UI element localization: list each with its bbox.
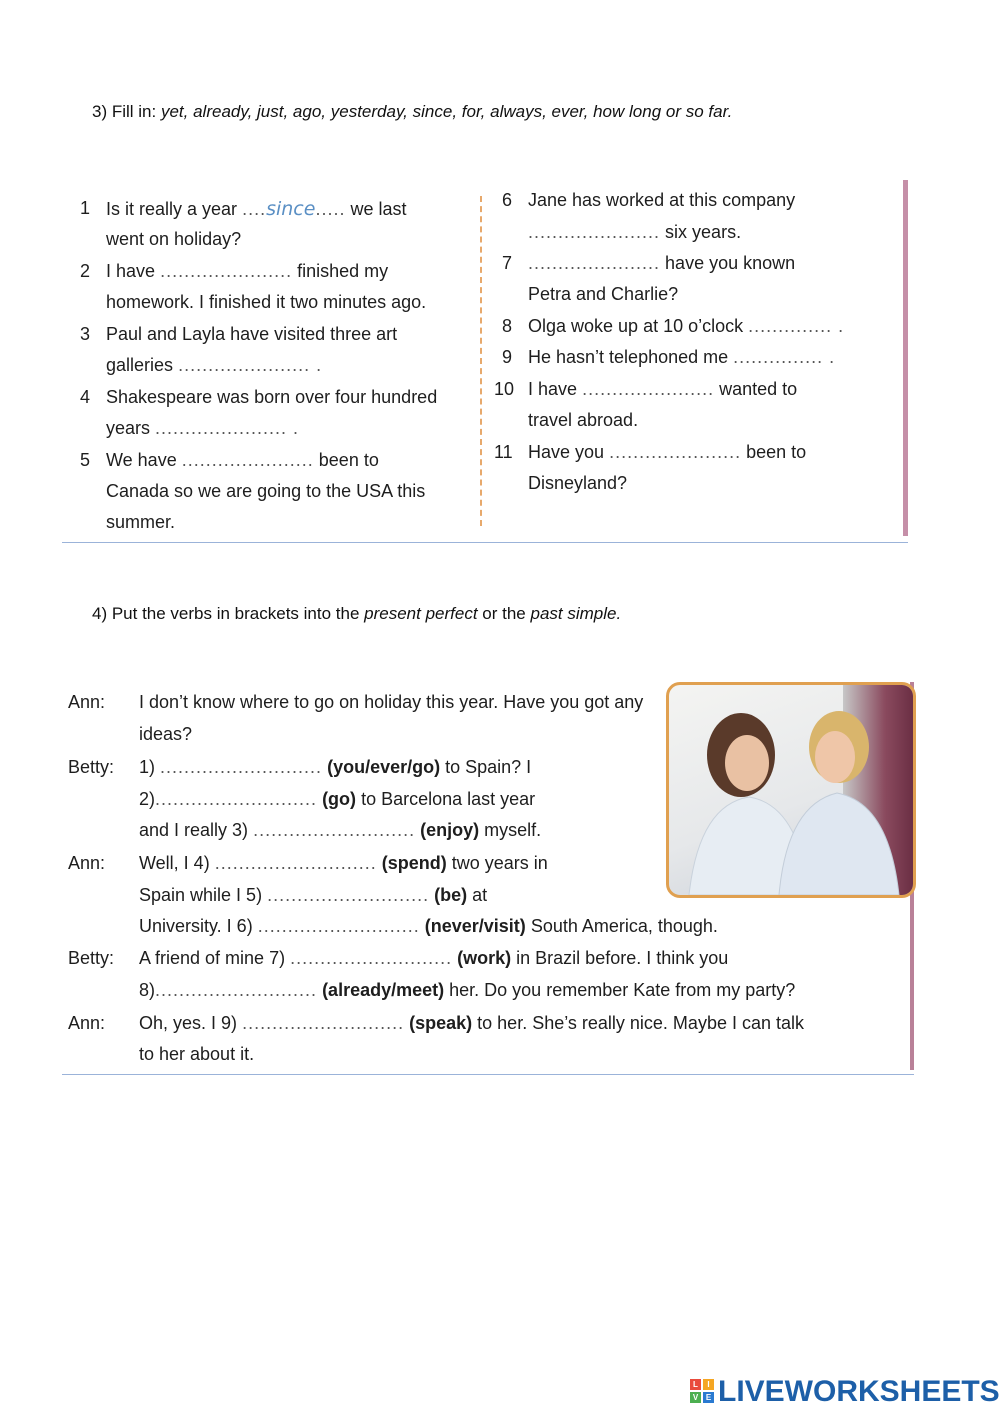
item-4-line-2: years ...................... . [106,418,300,438]
item-number: 6 [502,190,513,210]
answer-blank[interactable]: ........................... [214,853,377,873]
item-8-line-1: Olga woke up at 10 o’clock .............. . [528,316,845,336]
answer-blank[interactable]: ...................... [528,253,661,273]
dialog-line: I don’t know where to go on holiday this year. Have you got any [139,692,644,712]
item-5-line-2: Canada so we are going to the USA this [106,481,426,501]
speaker-ann: Ann: [68,853,106,873]
dialog-line: A friend of mine 7) ........................... (work) in Brazil before. I think you [139,948,729,968]
box-accent-bar [903,180,908,536]
answer-blank[interactable]: ........................... [242,1013,405,1033]
answer-blank[interactable]: ........................... [155,789,318,809]
answer-blank[interactable]: ...................... . [155,418,300,438]
dialog-line: to her about it. [139,1044,255,1064]
item-4-line-1: Shakespeare was born over four hundred [106,387,438,407]
item-3-line-1: Paul and Layla have visited three art [106,324,398,344]
exercise-4-box [62,678,914,1075]
item-number: 1 [80,198,91,218]
dialog-line: 2)........................... (go) to Barcelona last year [139,789,536,809]
item-number: 11 [494,442,513,462]
item-1-line-2: went on holiday? [106,229,242,249]
item-6-line-1: Jane has worked at this company [528,190,796,210]
item-10-line-1: I have ...................... wanted to [528,379,798,399]
logo-tiles-icon: L I V E [690,1379,716,1405]
item-number: 7 [502,253,513,273]
dialog-line: Spain while I 5) ........................... (be) at [139,885,488,905]
item-10-line-2: travel abroad. [528,410,639,430]
column-divider [480,196,482,526]
item-number: 5 [80,450,91,470]
item-11-line-1: Have you ...................... been to [528,442,807,462]
dialog-line: 1) ........................... (you/ever/go) to Spain? I [139,757,532,777]
item-3-line-2: galleries ...................... . [106,355,323,375]
answer-blank[interactable]: ...................... [609,442,742,462]
item-number: 2 [80,261,91,281]
answer-blank[interactable]: ...................... [181,450,314,470]
answer-blank[interactable]: ........................... [290,948,453,968]
item-11-line-2: Disneyland? [528,473,628,493]
dialog-line: Well, I 4) ........................... (spend) two years in [139,853,548,873]
speaker-betty: Betty: [68,948,115,968]
dialog-line: ideas? [139,724,193,744]
answer-blank[interactable]: ...................... [528,222,661,242]
item-5-line-3: summer. [106,512,176,532]
item-number: 4 [80,387,91,407]
item-5-line-1: We have ...................... been to [106,450,379,470]
example-answer: since [266,198,316,220]
exercise-4-instruction: 4) Put the verbs in brackets into the present perfect or the past simple. [92,604,622,623]
answer-blank[interactable]: ........................... [257,916,420,936]
item-number: 3 [80,324,91,344]
item-number: 9 [502,347,513,367]
answer-blank[interactable]: ...................... . [178,355,323,375]
answer-blank[interactable]: ...................... [160,261,293,281]
item-2-line-2: homework. I finished it two minutes ago. [106,292,427,312]
dialog-line: and I really 3) ........................... (enjoy) myself. [139,820,542,840]
brand-name: LIVEWORKSHEETS [718,1375,1000,1408]
item-7-line-1: ...................... have you known [528,253,796,273]
dialog-line: University. I 6) ........................... (never/visit) South America, though. [139,916,718,936]
item-6-line-2: ...................... six years. [528,222,742,242]
item-number: 10 [494,379,515,399]
speaker-ann: Ann: [68,1013,106,1033]
answer-blank[interactable]: .............. . [748,316,845,336]
answer-blank[interactable]: ............... . [733,347,836,367]
item-number: 8 [502,316,513,336]
item-7-line-2: Petra and Charlie? [528,284,679,304]
item-2-line-1: I have ...................... finished my [106,261,389,281]
answer-blank[interactable]: ........................... [155,980,318,1000]
exercise-3-box [62,178,908,543]
answer-blank[interactable]: ...................... [582,379,715,399]
dialog-line: Oh, yes. I 9) ........................... (speak) to her. She’s really nice. Maybe I can talk [139,1013,804,1033]
exercise-3-instruction: 3) Fill in: yet, already, just, ago, yesterday, since, for, always, ever, how long or so far. [92,102,733,121]
women-illustration [669,685,913,895]
dialog-line: 8)........................... (already/meet) her. Do you remember Kate from my party? [139,980,796,1000]
speaker-ann: Ann: [68,692,106,712]
item-1-line-1: Is it really a year ....since..... we last [106,198,407,220]
answer-blank[interactable]: ........................... [253,820,416,840]
two-women-photo [666,682,916,898]
answer-blank[interactable]: ........................... [267,885,430,905]
item-9-line-1: He hasn’t telephoned me ............... . [528,347,836,367]
speaker-betty: Betty: [68,757,115,777]
answer-blank[interactable]: ........................... [160,757,323,777]
